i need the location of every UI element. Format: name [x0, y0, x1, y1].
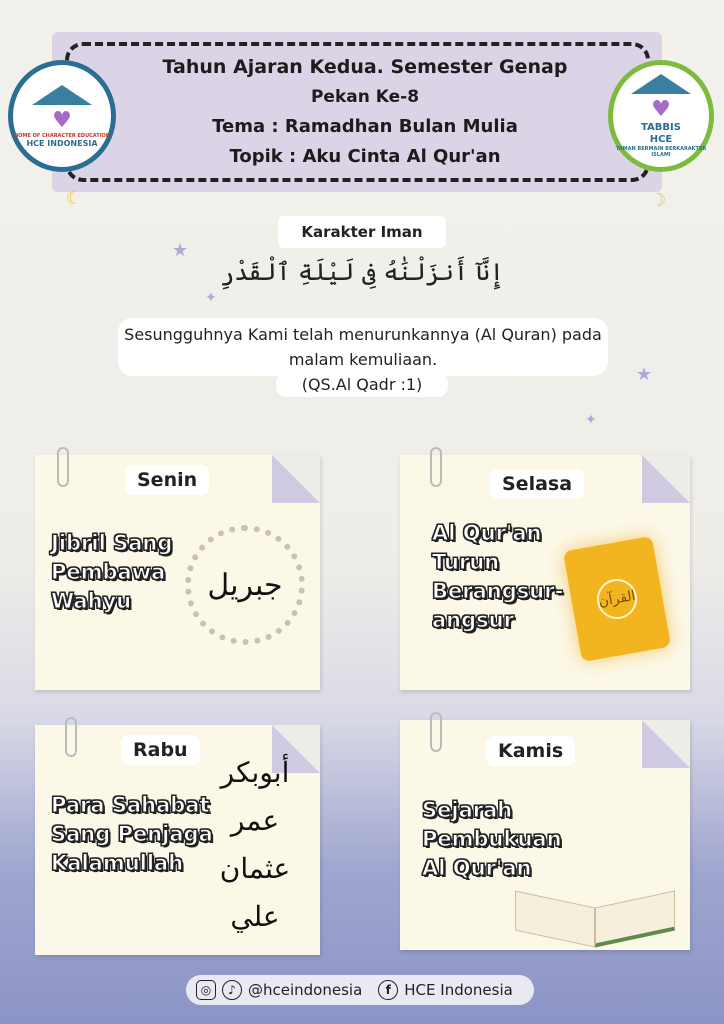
sparkle-icon: ✦ [205, 290, 217, 306]
quran-emblem: القرآن [594, 576, 640, 622]
social-handle[interactable]: @hceindonesia [248, 981, 363, 999]
tiktok-icon[interactable]: ♪ [222, 980, 242, 1000]
topic-label: Topik : Aku Cinta Al Qur'an [229, 146, 501, 167]
day-label: Senin [125, 465, 209, 495]
theme-label: Tema : Ramadhan Bulan Mulia [212, 116, 518, 137]
paperclip-icon [430, 447, 442, 487]
logo-name: HCE INDONESIA [26, 138, 98, 148]
paperclip-icon [430, 712, 442, 752]
logo-name: TABBIS HCE [641, 122, 681, 145]
header-text [100, 52, 630, 172]
day-label: Selasa [490, 469, 584, 499]
house-roof-icon [32, 85, 92, 105]
facebook-icon[interactable]: f [378, 980, 398, 1000]
page-fold [272, 455, 320, 503]
star-icon: ★ [172, 240, 189, 261]
family-heart-icon: ♥ [651, 97, 671, 122]
quran-verse-arabic: إِنَّآ أَنزَلْنَٰهُ فِى لَيْلَةِ ٱلْقَدْرِ [220, 258, 504, 286]
social-footer [186, 975, 534, 1005]
day-label: Rabu [121, 735, 200, 765]
topic-text: Para Sahabat Sang Penjaga Kalamullah [51, 793, 213, 875]
card-kamis [400, 720, 690, 950]
crescent-icon: ☾ [66, 188, 83, 209]
sahabat-calligraphy: أبوبكر عمر عثمان علي [219, 756, 291, 933]
logo-tagline: HOME OF CHARACTER EDUCATION [14, 132, 110, 139]
card-rabu [35, 725, 320, 955]
tabbis-hce-logo [608, 60, 714, 172]
book-right-page [595, 890, 675, 947]
topic-text: Jibril Sang Pembawa Wahyu [51, 531, 173, 613]
page-fold [642, 720, 690, 768]
jibril-calligraphy: جبريل [185, 525, 305, 645]
paperclip-icon [57, 447, 69, 487]
facebook-page[interactable]: HCE Indonesia [404, 981, 513, 999]
week-label: Pekan Ke-8 [310, 87, 420, 107]
school-year-title: Tahun Ajaran Kedua. Semester Genap [162, 56, 568, 78]
book-left-page [515, 890, 595, 947]
character-badge: Karakter Iman [278, 216, 446, 248]
topic-text: Al Qur'an Turun Berangsur-angsur [432, 521, 564, 632]
open-book-image [505, 892, 685, 946]
instagram-icon[interactable]: ◎ [196, 980, 216, 1000]
house-roof-icon [631, 74, 691, 94]
topic-text: Sejarah Pembukuan Al Qur'an [422, 798, 562, 880]
crescent-icon: ☽ [650, 190, 667, 211]
paperclip-icon [65, 717, 77, 757]
hce-indonesia-logo [8, 60, 116, 172]
card-senin [35, 455, 320, 690]
family-heart-icon: ♥ [52, 107, 72, 133]
verse-reference: (QS.Al Qadr :1) [276, 373, 448, 397]
logo-tagline: TAMAN BERMAIN BERKARAKTER ISLAMI [615, 146, 707, 158]
day-label: Kamis [486, 736, 575, 766]
verse-translation: Sesungguhnya Kami telah menurunkannya (Al Quran) pada malam kemuliaan. [118, 318, 608, 376]
star-icon: ★ [636, 364, 653, 385]
card-selasa [400, 455, 690, 690]
page-fold [642, 455, 690, 503]
sparkle-icon: ✦ [585, 412, 597, 428]
